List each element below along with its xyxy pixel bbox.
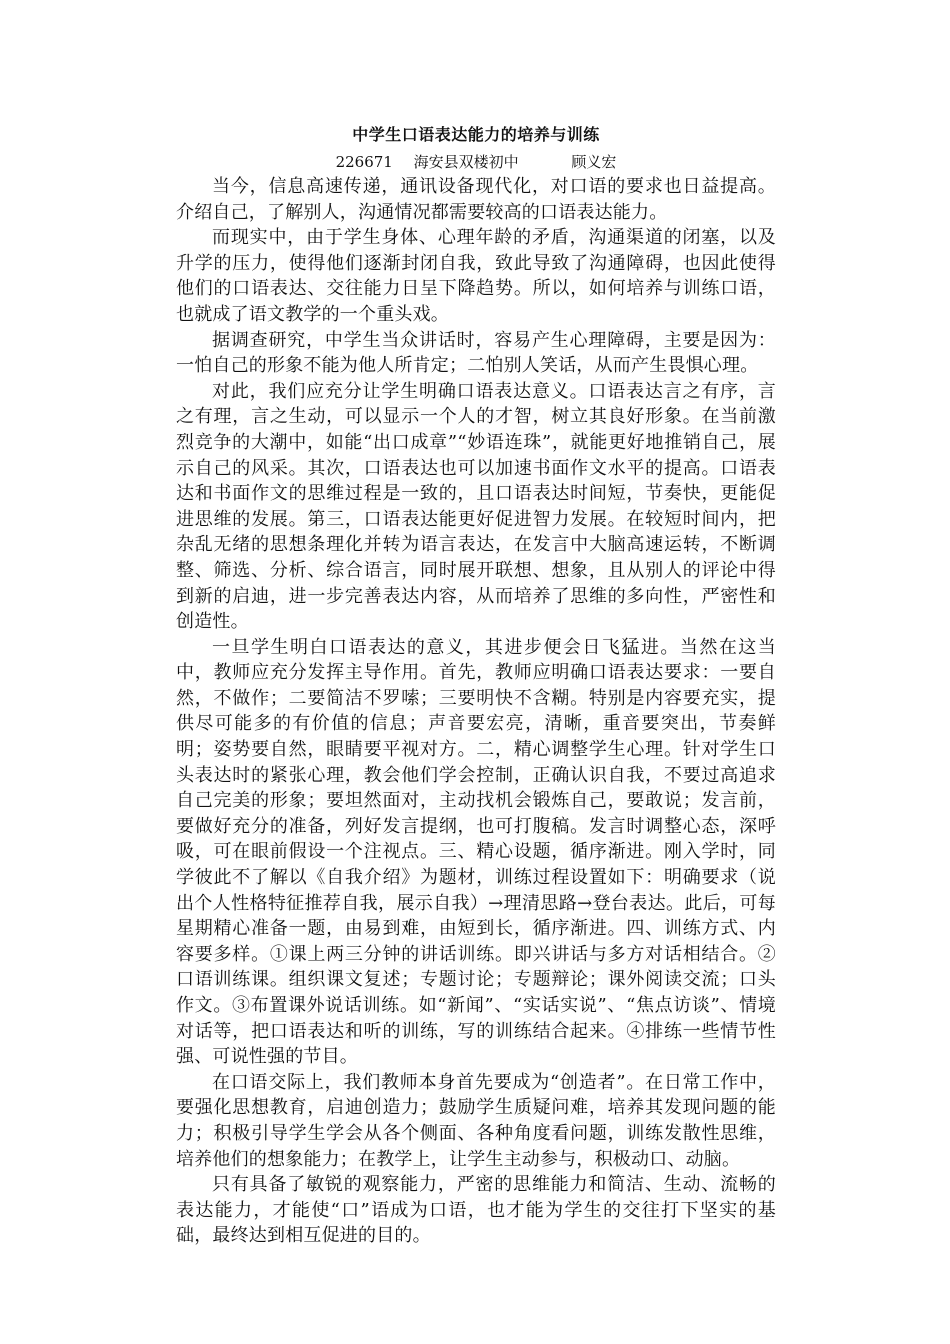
article	[176, 120, 776, 1249]
school-name: 海安县双楼初中	[413, 153, 519, 171]
author-name: 顾义宏	[571, 153, 617, 171]
paragraph-1: 当今，信息高速传递，通讯设备现代化，对口语的要求也日益提高。介绍自己，了解别人，沟通情况都需要较高的口语表达能力。	[176, 176, 776, 223]
paragraph-6: 在口语交际上，我们教师本身首先要成为“创造者”。在日常工作中，要强化思想教育，启迪创造力；鼓励学生质疑问难，培养其发现问题的能力；积极引导学生学会从各个侧面、各种角度看问题，训练发散性思维，培养他们的想象能力；在教学上，让学生主动参与，积极动口、动脑。	[176, 1071, 776, 1170]
paragraph-7: 只有具备了敏锐的观察能力，严密的思维能力和简洁、生动、流畅的表达能力，才能使“口”语成为口语，也才能为学生的交往打下坚实的基础，最终达到相互促进的目的。	[176, 1174, 776, 1247]
paragraph-4: 对此，我们应充分让学生明确口语表达意义。口语表达言之有序，言之有理，言之生动，可以显示一个人的才智，树立其良好形象。在当前激烈竞争的大潮中，如能“出口成章”“妙语连珠”，就能更好地推销自己，展示自己的风采。其次，口语表达也可以加速书面作文水平的提高。口语表达和书面作文的思维过程是一致的，且口语表达时间短，节奏快，更能促进思维的发展。第三，口语表达能更好促进智力发展。在较短时间内，把杂乱无绪的思想条理化并转为语言表达，在发言中大脑高速运转，不断调整、筛选、分析、综合语言，同时展开联想、想象，且从别人的评论中得到新的启迪，进一步完善表达内容，从而培养了思维的多向性，严密性和创造性。	[176, 380, 776, 633]
byline	[176, 150, 776, 174]
paragraph-2: 而现实中，由于学生身体、心理年龄的矛盾，沟通渠道的闭塞，以及升学的压力，使得他们逐渐封闭自我，致此导致了沟通障碍，也因此使得他们的口语表达、交往能力日呈下降趋势。所以，如何培养与训练口语，也就成了语文教学的一个重头戏。	[176, 227, 776, 325]
postal-code: 226671	[335, 153, 393, 171]
article-title: 中学生口语表达能力的培养与训练	[352, 125, 600, 144]
paragraph-5: 一旦学生明白口语表达的意义，其进步便会日飞猛进。当然在这当中，教师应充分发挥主导作用。首先，教师应明确口语表达要求：一要自然，不做作；二要简洁不罗嗦；三要明快不含糊。特别是内容要充实，提供尽可能多的有价值的信息；声音要宏亮，清晰，重音要突出，节奏鲜明；姿势要自然，眼睛要平视对方。二，精心调整学生心理。针对学生口头表达时的紧张心理，教会他们学会控制，正确认识自我，不要过高追求自己完美的形象；要坦然面对，主动找机会锻炼自己，要敢说；发言前，要做好充分的准备，列好发言提纲，也可打腹稿。发言时调整心态，深呼吸，可在眼前假设一个注视点。三、精心设题，循序渐进。刚入学时，同学彼此不了解以《自我介绍》为题材，训练过程设置如下：明确要求（说出个人性格特征推荐自我，展示自我）→理清思路→登台表达。此后，可每星期精心准备一题，由易到难，由短到长，循序渐进。四、训练方式、内容要多样。①课上两三分钟的讲话训练。即兴讲话与多方对话相结合。②口语训练课。组织课文复述；专题讨论；专题辩论；课外阅读交流；口头作文。③布置课外说话训练。如“新闻”、“实话实说”、“焦点访谈”、情境对话等，把口语表达和听的训练，写的训练结合起来。④排练一些情节性强、可说性强的节目。	[176, 636, 776, 1068]
paragraph-3: 据调查研究，中学生当众讲话时，容易产生心理障碍，主要是因为：一怕自己的形象不能为他人所肯定；二怕别人笑话，从而产生畏惧心理。	[176, 329, 776, 377]
